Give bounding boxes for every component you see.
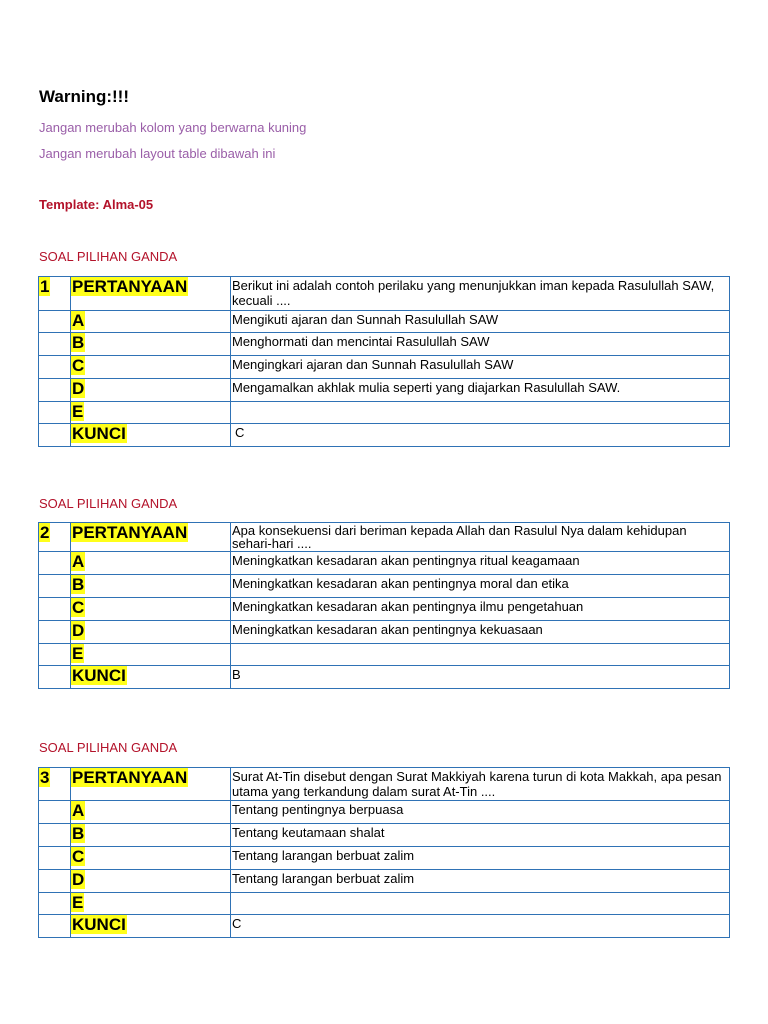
option-label-b: B bbox=[72, 824, 85, 843]
option-row-b bbox=[39, 575, 730, 598]
option-row-c bbox=[39, 598, 730, 621]
key-value: C bbox=[235, 425, 245, 440]
option-text-cell[interactable] bbox=[231, 870, 730, 893]
option-text-cell[interactable] bbox=[231, 333, 730, 356]
option-text-cell[interactable] bbox=[231, 356, 730, 379]
option-label-c: C bbox=[72, 598, 85, 617]
option-label-c: C bbox=[72, 847, 85, 866]
key-value: B bbox=[232, 667, 241, 682]
section-heading: SOAL PILIHAN GANDA bbox=[39, 249, 178, 264]
option-label-cell bbox=[71, 644, 231, 666]
template-label: Template: Alma-05 bbox=[39, 197, 154, 212]
empty-cell bbox=[39, 644, 71, 666]
question-text-cell[interactable] bbox=[231, 277, 730, 311]
key-label: KUNCI bbox=[72, 915, 126, 934]
option-row-d bbox=[39, 870, 730, 893]
key-label: KUNCI bbox=[72, 424, 126, 443]
option-label-cell bbox=[71, 575, 231, 598]
key-label: KUNCI bbox=[72, 666, 126, 685]
question-number: 3 bbox=[40, 768, 50, 787]
option-row-d bbox=[39, 621, 730, 644]
empty-cell bbox=[39, 333, 71, 356]
option-label-e: E bbox=[72, 402, 84, 421]
option-text-cell[interactable] bbox=[231, 379, 730, 402]
option-text-cell[interactable] bbox=[231, 893, 730, 915]
question-number-cell bbox=[39, 277, 71, 311]
option-label-d: D bbox=[72, 621, 85, 640]
option-row-d bbox=[39, 379, 730, 402]
option-label-cell bbox=[71, 402, 231, 424]
option-row-a bbox=[39, 311, 730, 333]
question-row bbox=[39, 277, 730, 311]
empty-cell bbox=[39, 575, 71, 598]
warning-title: Warning:!!! bbox=[39, 87, 130, 106]
option-label-cell bbox=[71, 621, 231, 644]
option-text-c: Tentang larangan berbuat zalim bbox=[232, 848, 415, 863]
option-row-c bbox=[39, 847, 730, 870]
option-label-cell bbox=[71, 893, 231, 915]
key-value-cell[interactable] bbox=[231, 424, 730, 447]
question-number: 1 bbox=[40, 277, 50, 296]
option-text-b: Menghormati dan mencintai Rasulullah SAW bbox=[232, 334, 490, 349]
option-label-d: D bbox=[72, 379, 85, 398]
question-label: PERTANYAAN bbox=[72, 277, 188, 296]
key-value-cell[interactable] bbox=[231, 915, 730, 938]
option-label-cell bbox=[71, 598, 231, 621]
key-row bbox=[39, 915, 730, 938]
option-label-cell bbox=[71, 870, 231, 893]
empty-cell bbox=[39, 552, 71, 575]
option-text-d: Tentang larangan berbuat zalim bbox=[232, 871, 415, 886]
option-row-a bbox=[39, 801, 730, 824]
question-table bbox=[38, 522, 730, 689]
empty-cell bbox=[39, 870, 71, 893]
option-text-cell[interactable] bbox=[231, 824, 730, 847]
option-label-cell bbox=[71, 801, 231, 824]
question-text: Surat At-Tin disebut dengan Surat Makkiyah karena turun di kota Makkah, apa pesan utama yang terkandung dalam surat At-Tin .... bbox=[232, 769, 722, 799]
question-text: Apa konsekuensi dari beriman kepada Allah dan Rasulul Nya dalam kehidupan sehari-hari .... bbox=[232, 523, 687, 551]
option-row-b bbox=[39, 824, 730, 847]
question-label: PERTANYAAN bbox=[72, 768, 188, 787]
empty-cell bbox=[39, 915, 71, 938]
warning-note-1: Jangan merubah kolom yang berwarna kuning bbox=[39, 120, 307, 135]
question-label-cell bbox=[71, 523, 231, 552]
question-label-cell bbox=[71, 768, 231, 801]
option-row-b bbox=[39, 333, 730, 356]
option-label-b: B bbox=[72, 333, 85, 352]
question-table bbox=[38, 767, 730, 938]
option-text-e bbox=[231, 402, 729, 403]
option-label-e: E bbox=[72, 644, 84, 663]
option-label-c: C bbox=[72, 356, 85, 375]
key-value-cell[interactable] bbox=[231, 666, 730, 689]
question-row bbox=[39, 768, 730, 801]
key-label-cell bbox=[71, 915, 231, 938]
option-row-e bbox=[39, 402, 730, 424]
option-text-cell[interactable] bbox=[231, 552, 730, 575]
option-label-cell bbox=[71, 333, 231, 356]
option-text-b: Meningkatkan kesadaran akan pentingnya moral dan etika bbox=[232, 576, 569, 591]
section-heading: SOAL PILIHAN GANDA bbox=[39, 496, 178, 511]
empty-cell bbox=[39, 801, 71, 824]
question-number-cell bbox=[39, 768, 71, 801]
option-label-a: A bbox=[72, 552, 85, 571]
key-value: C bbox=[232, 916, 242, 931]
question-text-cell[interactable] bbox=[231, 523, 730, 552]
option-label-a: A bbox=[72, 801, 85, 820]
option-text-c: Mengingkari ajaran dan Sunnah Rasulullah SAW bbox=[232, 357, 514, 372]
question-text: Berikut ini adalah contoh perilaku yang menunjukkan iman kepada Rasulullah SAW, kecuali .... bbox=[232, 278, 715, 308]
option-text-e bbox=[231, 893, 729, 894]
option-row-a bbox=[39, 552, 730, 575]
option-text-b: Tentang keutamaan shalat bbox=[232, 825, 385, 840]
question-row bbox=[39, 523, 730, 552]
empty-cell bbox=[39, 847, 71, 870]
option-label-d: D bbox=[72, 870, 85, 889]
option-text-cell[interactable] bbox=[231, 402, 730, 424]
option-text-d: Mengamalkan akhlak mulia seperti yang diajarkan Rasulullah SAW. bbox=[232, 380, 621, 395]
option-text-e bbox=[231, 644, 729, 645]
section-heading: SOAL PILIHAN GANDA bbox=[39, 740, 178, 755]
option-text-cell[interactable] bbox=[231, 801, 730, 824]
option-text-c: Meningkatkan kesadaran akan pentingnya ilmu pengetahuan bbox=[232, 599, 584, 614]
empty-cell bbox=[39, 824, 71, 847]
empty-cell bbox=[39, 424, 71, 447]
option-label-cell bbox=[71, 356, 231, 379]
empty-cell bbox=[39, 598, 71, 621]
question-label: PERTANYAAN bbox=[72, 523, 188, 542]
option-text-cell[interactable] bbox=[231, 575, 730, 598]
option-label-b: B bbox=[72, 575, 85, 594]
option-text-cell[interactable] bbox=[231, 598, 730, 621]
option-label-cell bbox=[71, 311, 231, 333]
option-row-e bbox=[39, 644, 730, 666]
option-text-cell[interactable] bbox=[231, 311, 730, 333]
question-text-cell[interactable] bbox=[231, 768, 730, 801]
option-label-cell bbox=[71, 379, 231, 402]
option-label-cell bbox=[71, 824, 231, 847]
key-row bbox=[39, 424, 730, 447]
empty-cell bbox=[39, 379, 71, 402]
option-label-cell bbox=[71, 552, 231, 575]
option-label-a: A bbox=[72, 311, 85, 330]
empty-cell bbox=[39, 893, 71, 915]
option-row-c bbox=[39, 356, 730, 379]
option-text-cell[interactable] bbox=[231, 847, 730, 870]
question-label-cell bbox=[71, 277, 231, 311]
empty-cell bbox=[39, 402, 71, 424]
key-row bbox=[39, 666, 730, 689]
warning-note-2: Jangan merubah layout table dibawah ini bbox=[39, 146, 276, 161]
option-text-d: Meningkatkan kesadaran akan pentingnya kekuasaan bbox=[232, 622, 543, 637]
option-text-a: Mengikuti ajaran dan Sunnah Rasulullah SAW bbox=[232, 312, 499, 327]
question-table bbox=[38, 276, 730, 447]
option-text-cell[interactable] bbox=[231, 644, 730, 666]
option-text-a: Meningkatkan kesadaran akan pentingnya ritual keagamaan bbox=[232, 553, 580, 568]
option-row-e bbox=[39, 893, 730, 915]
option-text-cell[interactable] bbox=[231, 621, 730, 644]
question-number-cell bbox=[39, 523, 71, 552]
empty-cell bbox=[39, 356, 71, 379]
option-label-e: E bbox=[72, 893, 84, 912]
empty-cell bbox=[39, 311, 71, 333]
empty-cell bbox=[39, 621, 71, 644]
option-text-a: Tentang pentingnya berpuasa bbox=[232, 802, 404, 817]
key-label-cell bbox=[71, 666, 231, 689]
option-label-cell bbox=[71, 847, 231, 870]
question-number: 2 bbox=[40, 523, 50, 542]
key-label-cell bbox=[71, 424, 231, 447]
empty-cell bbox=[39, 666, 71, 689]
